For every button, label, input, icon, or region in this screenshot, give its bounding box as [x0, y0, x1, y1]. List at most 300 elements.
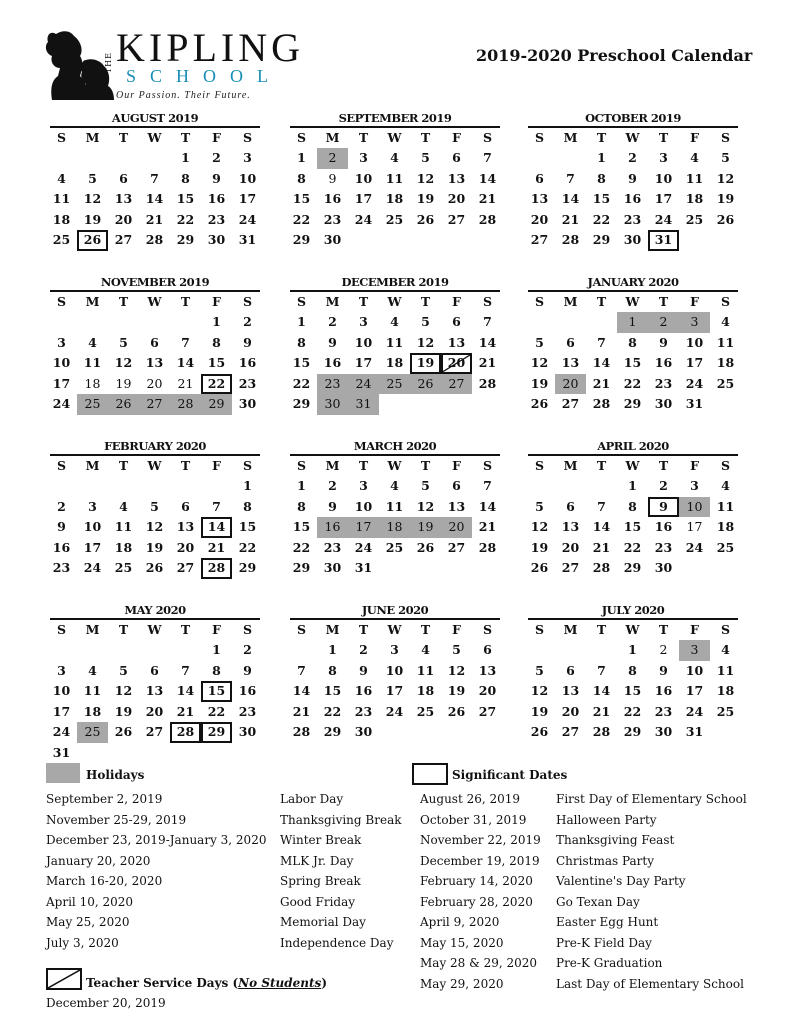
month-days: [286, 292, 504, 415]
day-cell: 5: [421, 314, 430, 329]
day-cell: 27: [145, 724, 164, 740]
weekday-header: F: [452, 458, 461, 473]
month-name: OCTOBER 2019: [585, 111, 681, 125]
day-cell: 9: [57, 519, 66, 535]
empty-cell: [108, 148, 139, 169]
weekday-header: M: [563, 458, 578, 473]
day-cell: 8: [628, 498, 637, 514]
day-cell: 20: [441, 517, 472, 538]
day-cell: 28: [561, 232, 580, 248]
weekday-header: S: [482, 294, 493, 309]
day-cell: 20: [561, 703, 580, 719]
day-cell: 16: [317, 517, 348, 538]
day-cell: 10: [52, 683, 71, 699]
day-cell: 4: [390, 478, 399, 493]
day-cell: 4: [421, 642, 430, 657]
weekday-header: W: [147, 622, 162, 637]
day-cell: 1: [212, 642, 221, 657]
month-days: [46, 128, 264, 251]
day-cell: 9: [359, 662, 368, 678]
day-cell: 1: [617, 312, 648, 333]
day-cell: 4: [88, 334, 97, 350]
day-cell: 12: [716, 170, 735, 186]
empty-cell: [108, 312, 139, 333]
teacher-heading-text: Teacher Service Days: [86, 976, 229, 990]
day-cell: 10: [685, 334, 704, 350]
weekday-header: W: [147, 294, 162, 309]
day-cell: 29: [623, 396, 642, 412]
day-cell: 26: [530, 724, 549, 740]
day-cell: 16: [323, 191, 342, 207]
day-cell: 2: [57, 498, 66, 514]
holiday-event: Spring Break: [280, 874, 361, 888]
day-cell: 30: [207, 232, 226, 248]
day-cell: 22: [176, 211, 195, 227]
day-cell: 23: [654, 703, 673, 719]
weekday-header: T: [180, 130, 191, 145]
day-cell: 28: [478, 211, 497, 227]
day-cell: 5: [452, 642, 461, 657]
holiday-date: July 3, 2020: [46, 935, 119, 950]
holiday-date: January 20, 2020: [46, 853, 151, 868]
month-days: [286, 456, 504, 579]
day-cell: 28: [478, 375, 497, 391]
empty-cell: [46, 640, 77, 661]
weekday-header: S: [242, 294, 253, 309]
day-cell: 6: [452, 314, 461, 329]
day-cell: 24: [685, 375, 704, 391]
day-cell: 14: [145, 191, 164, 207]
day-cell: 19: [83, 211, 102, 227]
significant-event: First Day of Elementary School: [556, 792, 747, 806]
empty-cell: [77, 476, 108, 497]
day-cell: 11: [83, 683, 102, 699]
day-cell: 29: [201, 722, 232, 743]
weekday-header: W: [625, 130, 640, 145]
empty-cell: [139, 640, 170, 661]
holiday-event: Independence Day: [280, 935, 394, 950]
day-cell: 27: [561, 724, 580, 740]
day-cell: 19: [530, 703, 549, 719]
day-cell: 23: [323, 211, 342, 227]
day-cell: 3: [359, 478, 368, 493]
day-cell: 18: [716, 355, 735, 371]
weekday-header: S: [482, 130, 493, 145]
day-cell: 20: [114, 211, 133, 227]
day-cell: 25: [385, 539, 404, 555]
weekday-header: M: [85, 294, 100, 309]
weekday-header: T: [118, 458, 129, 473]
weekday-header: T: [118, 622, 129, 637]
day-cell: 31: [685, 396, 704, 412]
day-cell: 13: [145, 683, 164, 699]
significant-event: Pre-K Field Day: [556, 935, 652, 950]
day-cell: 2: [359, 642, 368, 657]
day-cell: 5: [535, 662, 544, 678]
day-cell: 15: [292, 355, 311, 371]
empty-cell: [46, 312, 77, 333]
empty-cell: [139, 312, 170, 333]
significant-event: Thanksgiving Feast: [556, 833, 675, 847]
month-name: JULY 2020: [601, 603, 665, 617]
day-cell: 23: [238, 375, 257, 391]
significant-date: April 9, 2020: [420, 915, 500, 929]
day-cell: 15: [623, 519, 642, 535]
day-cell: 22: [592, 211, 611, 227]
weekday-header: F: [690, 622, 699, 637]
day-cell: 22: [623, 703, 642, 719]
day-cell: 13: [176, 519, 195, 535]
empty-cell: [139, 148, 170, 169]
weekday-header: T: [658, 294, 669, 309]
day-cell: 19: [145, 539, 164, 555]
day-cell: 12: [83, 191, 102, 207]
day-cell: 9: [212, 170, 221, 186]
day-cell: 19: [716, 191, 735, 207]
day-cell: 6: [483, 642, 492, 657]
day-cell: 16: [654, 683, 673, 699]
day-cell: 9: [328, 170, 337, 186]
month-name: AUGUST 2019: [111, 111, 199, 125]
significant-date: February 28, 2020: [420, 894, 533, 909]
day-cell: 1: [597, 150, 606, 165]
significant-event: Christmas Party: [556, 853, 654, 868]
day-cell: 13: [561, 519, 580, 535]
day-cell: 4: [57, 170, 66, 186]
day-cell: 3: [359, 314, 368, 329]
day-cell: 5: [119, 334, 128, 350]
teacher-heading: Teacher Service Days (No Students): [86, 976, 327, 990]
month-name: JANUARY 2020: [587, 275, 679, 289]
day-cell: 7: [597, 334, 606, 350]
day-cell: 14: [592, 519, 611, 535]
day-cell: 15: [238, 519, 257, 535]
day-cell: 8: [181, 170, 190, 186]
day-cell: 17: [52, 375, 71, 391]
day-cell: 23: [623, 211, 642, 227]
day-cell: 13: [447, 498, 466, 514]
day-cell: 16: [238, 683, 257, 699]
weekday-header: F: [452, 294, 461, 309]
day-cell: 27: [114, 232, 133, 248]
day-cell: 30: [323, 232, 342, 248]
day-cell: 7: [181, 662, 190, 678]
day-cell: 30: [623, 232, 642, 248]
day-cell: 21: [592, 539, 611, 555]
day-cell: 3: [679, 312, 710, 333]
day-cell: 9: [659, 662, 668, 678]
day-cell: 17: [238, 191, 257, 207]
weekday-header: F: [452, 622, 461, 637]
day-cell: 28: [145, 232, 164, 248]
month-days: [524, 456, 742, 579]
day-cell: 29: [176, 232, 195, 248]
day-cell: 16: [52, 539, 71, 555]
day-cell: 25: [716, 703, 735, 719]
day-cell: 7: [297, 662, 306, 678]
day-cell: 8: [328, 662, 337, 678]
weekday-header: M: [563, 622, 578, 637]
day-cell: 6: [150, 662, 159, 678]
day-cell: 16: [654, 355, 673, 371]
day-cell: 11: [385, 170, 404, 186]
weekday-header: F: [690, 294, 699, 309]
day-cell: 30: [317, 394, 348, 415]
day-cell: 16: [323, 355, 342, 371]
weekday-header: F: [212, 130, 221, 145]
day-cell: 10: [685, 662, 704, 678]
day-cell: 25: [52, 232, 71, 248]
day-cell: 13: [145, 355, 164, 371]
empty-cell: [139, 476, 170, 497]
day-cell: 30: [238, 724, 257, 740]
day-cell: 7: [483, 478, 492, 493]
day-cell: 12: [114, 683, 133, 699]
day-cell: 27: [530, 232, 549, 248]
day-cell: 24: [685, 703, 704, 719]
day-cell: 15: [201, 681, 232, 702]
weekday-header: T: [358, 130, 369, 145]
holiday-date: March 16-20, 2020: [46, 874, 163, 888]
day-cell: 21: [592, 703, 611, 719]
weekday-header: T: [420, 130, 431, 145]
day-cell: 27: [447, 539, 466, 555]
day-cell: 19: [115, 375, 132, 391]
day-cell: 3: [57, 334, 66, 350]
day-cell: 20: [555, 374, 586, 395]
day-cell: 20: [145, 703, 164, 719]
month-9: [46, 602, 264, 764]
day-cell: 10: [83, 519, 102, 535]
day-cell: 22: [292, 375, 311, 391]
day-cell: 23: [654, 539, 673, 555]
day-cell: 10: [654, 170, 673, 186]
empty-cell: [286, 640, 317, 661]
day-cell: 13: [561, 683, 580, 699]
day-cell: 25: [416, 703, 435, 719]
day-cell: 21: [292, 703, 311, 719]
day-cell: 8: [297, 498, 306, 514]
month-3: [46, 274, 264, 415]
day-cell: 1: [181, 150, 190, 165]
weekday-header: W: [387, 294, 402, 309]
day-cell: 18: [379, 517, 410, 538]
teacher-note: No Students: [238, 976, 322, 990]
weekday-header: T: [420, 458, 431, 473]
weekday-header: W: [387, 622, 402, 637]
month-days: [286, 128, 504, 251]
day-cell: 4: [721, 478, 730, 493]
month-name: SEPTEMBER 2019: [338, 111, 452, 125]
day-cell: 25: [379, 374, 410, 395]
day-cell: 17: [354, 191, 373, 207]
day-cell: 14: [201, 517, 232, 538]
day-cell: 9: [648, 497, 679, 518]
day-cell: 23: [207, 211, 226, 227]
day-cell: 18: [716, 683, 735, 699]
weekday-header: W: [625, 294, 640, 309]
day-cell: 25: [77, 722, 108, 743]
day-cell: 16: [238, 355, 257, 371]
day-cell: 3: [359, 150, 368, 165]
weekday-header: T: [358, 622, 369, 637]
holidays-heading: Holidays: [86, 768, 145, 782]
day-cell: 2: [328, 314, 337, 329]
day-cell: 30: [354, 724, 373, 740]
weekday-header: S: [296, 622, 307, 637]
empty-cell: [586, 312, 617, 333]
day-cell: 16: [654, 519, 673, 535]
holiday-event: Memorial Day: [280, 915, 366, 929]
day-cell: 19: [114, 703, 133, 719]
day-cell: 27: [478, 703, 497, 719]
day-cell: 28: [478, 539, 497, 555]
day-cell: 9: [628, 170, 637, 186]
weekday-header: S: [534, 130, 545, 145]
day-cell: 28: [592, 560, 611, 576]
empty-cell: [46, 148, 77, 169]
logo-the: THE: [104, 52, 113, 74]
day-cell: 30: [323, 560, 342, 576]
holiday-date: December 23, 2019-January 3, 2020: [46, 833, 267, 847]
weekday-header: W: [147, 130, 162, 145]
weekday-header: S: [720, 294, 731, 309]
logo-school: SCHOOL: [126, 66, 283, 86]
day-cell: 18: [416, 683, 435, 699]
day-cell: 31: [238, 232, 257, 248]
empty-cell: [586, 640, 617, 661]
day-cell: 21: [561, 211, 580, 227]
day-cell: 27: [176, 560, 195, 576]
day-cell: 15: [623, 355, 642, 371]
weekday-header: M: [85, 622, 100, 637]
day-cell: 21: [145, 211, 164, 227]
weekday-header: T: [596, 622, 607, 637]
empty-cell: [555, 148, 586, 169]
weekday-header: T: [420, 622, 431, 637]
day-cell: 26: [108, 394, 139, 415]
month-name: FEBRUARY 2020: [104, 439, 206, 453]
holiday-event: Good Friday: [280, 894, 356, 909]
significant-date: May 29, 2020: [420, 976, 504, 991]
weekday-header: S: [56, 622, 67, 637]
weekday-header: S: [296, 458, 307, 473]
day-cell: 29: [323, 724, 342, 740]
day-cell: 19: [410, 353, 441, 374]
day-cell: 8: [297, 170, 306, 186]
significant-date: May 15, 2020: [420, 935, 504, 950]
day-cell: 26: [410, 374, 441, 395]
day-cell: 20: [441, 353, 472, 374]
day-cell: 7: [597, 662, 606, 678]
page-title: 2019-2020 Preschool Calendar: [476, 46, 753, 65]
day-cell: 21: [478, 191, 497, 207]
weekday-header: T: [596, 294, 607, 309]
day-cell: 4: [390, 314, 399, 329]
empty-cell: [555, 476, 586, 497]
day-cell: 29: [592, 232, 611, 248]
day-cell: 19: [530, 539, 549, 555]
day-cell: 3: [57, 662, 66, 678]
day-cell: 13: [561, 355, 580, 371]
day-cell: 1: [628, 642, 637, 657]
day-cell: 20: [146, 375, 163, 391]
weekday-header: S: [534, 458, 545, 473]
day-cell: 5: [421, 150, 430, 165]
day-cell: 17: [83, 539, 102, 555]
day-cell: 20: [561, 539, 580, 555]
day-cell: 14: [561, 191, 580, 207]
day-cell: 17: [686, 519, 703, 535]
day-cell: 28: [201, 558, 232, 579]
weekday-header: S: [56, 130, 67, 145]
day-cell: 6: [150, 334, 159, 350]
day-cell: 12: [416, 170, 435, 186]
day-cell: 25: [385, 211, 404, 227]
holiday-event: Winter Break: [280, 833, 362, 847]
day-cell: 14: [592, 683, 611, 699]
weekday-header: M: [325, 130, 340, 145]
day-cell: 27: [139, 394, 170, 415]
day-cell: 4: [721, 314, 730, 329]
weekday-header: T: [658, 458, 669, 473]
holiday-event: MLK Jr. Day: [280, 853, 354, 868]
day-cell: 28: [592, 396, 611, 412]
day-cell: 6: [452, 478, 461, 493]
day-cell: 7: [212, 498, 221, 514]
weekday-header: S: [720, 622, 731, 637]
day-cell: 12: [530, 519, 549, 535]
significant-event: Easter Egg Hunt: [556, 915, 659, 929]
day-cell: 21: [176, 703, 195, 719]
weekday-header: M: [325, 458, 340, 473]
logo-motto: Our Passion. Their Future.: [116, 90, 251, 101]
holiday-date: September 2, 2019: [46, 792, 163, 806]
weekday-header: F: [690, 130, 699, 145]
day-cell: 10: [354, 334, 373, 350]
day-cell: 9: [328, 334, 337, 350]
day-cell: 7: [483, 150, 492, 165]
day-cell: 12: [530, 355, 549, 371]
weekday-header: S: [482, 622, 493, 637]
significant-date: February 14, 2020: [420, 874, 533, 888]
day-cell: 5: [150, 498, 159, 514]
weekday-header: M: [563, 294, 578, 309]
day-cell: 14: [176, 355, 195, 371]
day-cell: 5: [535, 498, 544, 514]
day-cell: 6: [566, 662, 575, 678]
day-cell: 18: [716, 519, 735, 535]
day-cell: 19: [447, 683, 466, 699]
day-cell: 17: [685, 355, 704, 371]
day-cell: 7: [597, 498, 606, 514]
day-cell: 26: [447, 703, 466, 719]
day-cell: 25: [716, 539, 735, 555]
day-cell: 7: [483, 314, 492, 329]
day-cell: 3: [243, 150, 252, 165]
day-cell: 31: [348, 394, 379, 415]
day-cell: 22: [623, 539, 642, 555]
month-name: MARCH 2020: [353, 439, 437, 453]
day-cell: 2: [659, 642, 668, 657]
empty-cell: [555, 640, 586, 661]
weekday-header: T: [180, 622, 191, 637]
day-cell: 13: [114, 191, 133, 207]
day-cell: 17: [654, 191, 673, 207]
day-cell: 2: [243, 642, 252, 657]
day-cell: 21: [177, 375, 194, 391]
day-cell: 13: [447, 334, 466, 350]
